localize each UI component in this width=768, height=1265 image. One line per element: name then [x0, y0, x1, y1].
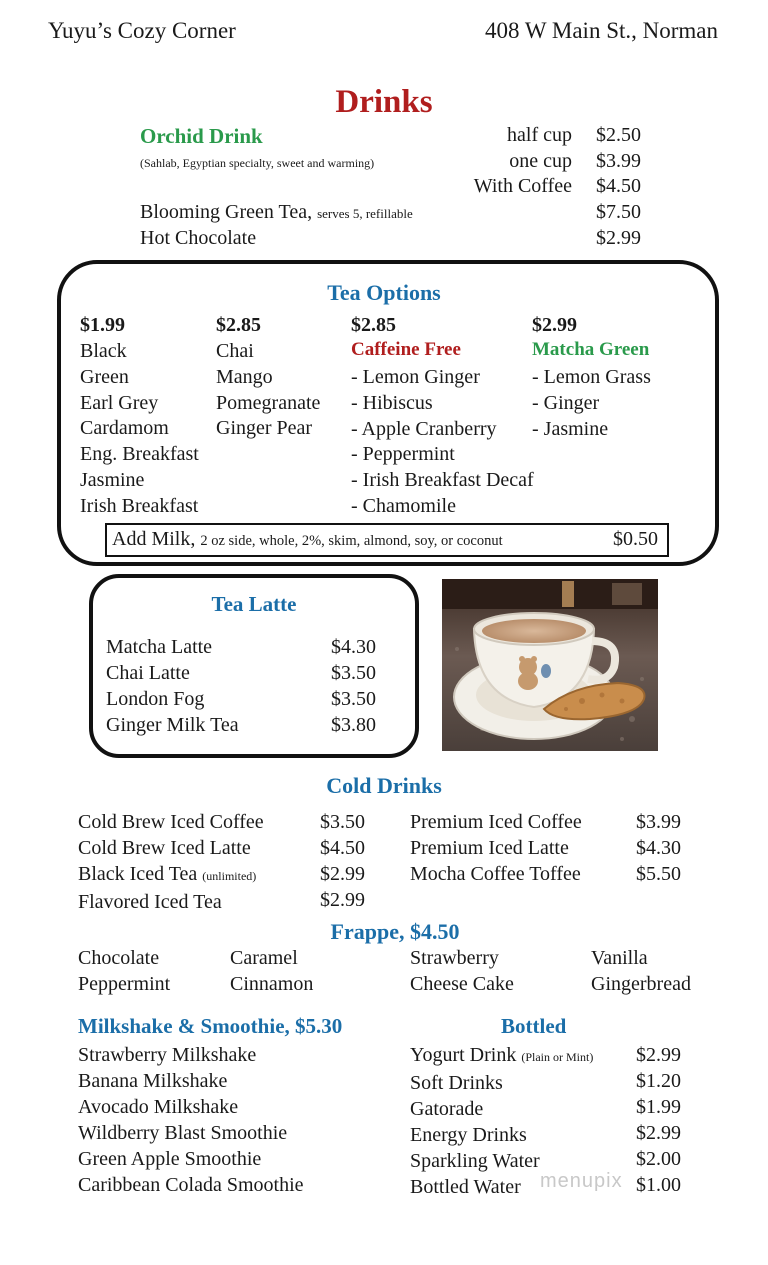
cold-drink-name: Cold Brew Iced Coffee — [78, 811, 264, 833]
cold-drinks-right-names — [410, 809, 582, 887]
blooming-tea-row — [140, 201, 413, 224]
add-milk-detail: 2 oz side, whole, 2%, skim, almond, soy, or coconut — [200, 533, 503, 549]
cold-drink-price: $2.99 — [320, 863, 365, 885]
tea-latte-title: Tea Latte — [211, 592, 297, 616]
cold-drink-name: Premium Iced Coffee — [410, 811, 582, 833]
milkshake-title: Milkshake & Smoothie, $5.30 — [78, 1014, 343, 1038]
tea-item: Chai — [216, 340, 254, 362]
tea-item: Black — [80, 340, 127, 362]
tea-latte-names — [106, 634, 239, 738]
frappe-item: Vanilla — [591, 947, 648, 969]
milkshake-item: Avocado Milkshake — [78, 1096, 239, 1118]
milkshake-list — [78, 1042, 304, 1198]
cold-drink-price: $2.99 — [320, 889, 365, 911]
tea-item: Eng. Breakfast — [80, 443, 199, 466]
watermark: menupix — [540, 1170, 623, 1192]
bottled-item-price: $2.99 — [636, 1122, 681, 1144]
bottled-item-price: $1.00 — [636, 1174, 681, 1196]
frappe-title: Frappe, $4.50 — [330, 919, 460, 944]
frappe-item: Chocolate — [78, 947, 160, 969]
frappe-item: Strawberry — [410, 947, 499, 969]
cold-drinks-title: Cold Drinks — [326, 773, 442, 798]
tea-col-list — [532, 365, 651, 442]
tea-latte-item-price: $3.50 — [331, 662, 376, 684]
caffeine-free-heading: Caffeine Free — [351, 339, 461, 360]
cold-drink-price: $5.50 — [636, 863, 681, 885]
bottled-item-name: Yogurt Drink — [410, 1044, 517, 1066]
hot-chocolate-name: Hot Chocolate — [140, 227, 257, 249]
tea-latte-item-name: Ginger Milk Tea — [106, 714, 239, 736]
milkshake-item: Wildberry Blast Smoothie — [78, 1122, 288, 1144]
orchid-size-label: one cup — [509, 150, 572, 172]
tea-latte-prices — [331, 634, 376, 738]
tea-col-list — [80, 339, 199, 520]
bottled-item-price: $1.99 — [636, 1096, 681, 1118]
tea-latte-item-price: $4.30 — [331, 636, 376, 658]
orchid-drink-name: Orchid Drink — [140, 124, 263, 148]
blooming-tea-price: $7.50 — [596, 201, 641, 223]
tea-item: Ginger Pear — [216, 417, 313, 440]
tea-item: - Jasmine — [532, 417, 609, 440]
tea-col-price: $2.85 — [351, 314, 396, 336]
tea-latte-item-price: $3.80 — [331, 714, 376, 736]
tea-item: Jasmine — [80, 468, 145, 491]
tea-item: Irish Breakfast — [80, 494, 199, 517]
tea-col-list — [351, 365, 534, 520]
frappe-item: Caramel — [230, 947, 298, 969]
tea-latte-item-name: Matcha Latte — [106, 636, 213, 658]
tea-col-list — [216, 339, 320, 442]
tea-item: - Hibiscus — [351, 391, 433, 414]
cold-drinks-left-prices — [320, 809, 365, 913]
cold-drink-name: Mocha Coffee Toffee — [410, 863, 581, 885]
tea-item: - Peppermint — [351, 443, 455, 466]
add-milk-price: $0.50 — [613, 528, 658, 550]
bottled-item-name: Sparkling Water — [410, 1150, 540, 1172]
frappe-item: Cheese Cake — [410, 973, 514, 995]
tea-item: Mango — [216, 365, 273, 388]
bottled-prices — [636, 1042, 681, 1198]
matcha-green-heading: Matcha Green — [532, 339, 650, 360]
milkshake-item: Caribbean Colada Smoothie — [78, 1174, 304, 1196]
tea-item: Pomegranate — [216, 391, 321, 414]
bottled-item-name: Bottled Water — [410, 1176, 521, 1198]
tea-latte-item-price: $3.50 — [331, 688, 376, 710]
cold-drink-name-row — [78, 861, 264, 889]
cold-drink-price: $4.50 — [320, 837, 365, 859]
tea-item: - Apple Cranberry — [351, 417, 497, 440]
orchid-drink-desc: (Sahlab, Egyptian specialty, sweet and warming) — [140, 156, 375, 170]
tea-item: - Ginger — [532, 391, 600, 414]
hot-chocolate-price: $2.99 — [596, 227, 641, 249]
restaurant-name: Yuyu’s Cozy Corner — [48, 18, 236, 43]
tea-col-price: $1.99 — [80, 314, 125, 336]
orchid-size-price: $4.50 — [596, 175, 641, 197]
milkshake-item: Green Apple Smoothie — [78, 1148, 262, 1170]
bottled-item-price: $2.00 — [636, 1148, 681, 1170]
bottled-item-name: Soft Drinks — [410, 1072, 503, 1094]
tea-latte-item-name: London Fog — [106, 688, 205, 710]
bottled-item-name: Gatorade — [410, 1098, 484, 1120]
tea-item: - Irish Breakfast Decaf — [351, 469, 534, 492]
tea-item: Cardamom — [80, 417, 169, 440]
tea-item: - Lemon Ginger — [351, 366, 480, 388]
cold-drink-name: Cold Brew Iced Latte — [78, 837, 251, 859]
cold-drink-name: Black Iced Tea — [78, 863, 198, 885]
orchid-size-price: $3.99 — [596, 150, 641, 172]
bottled-title: Bottled — [501, 1014, 567, 1038]
bottled-item-name: Energy Drinks — [410, 1124, 527, 1146]
bottled-item-note: (Plain or Mint) — [521, 1050, 594, 1064]
tea-item: Earl Grey — [80, 391, 159, 414]
cold-drink-price: $3.50 — [320, 811, 365, 833]
frappe-item: Cinnamon — [230, 973, 314, 995]
tea-col-price: $2.85 — [216, 314, 261, 336]
orchid-size-price: $2.50 — [596, 124, 641, 146]
tea-col-price: $2.99 — [532, 314, 577, 336]
orchid-size-label: half cup — [507, 124, 572, 146]
tea-cup-photo — [442, 579, 658, 751]
cold-drink-price: $4.30 — [636, 837, 681, 859]
milkshake-item: Strawberry Milkshake — [78, 1044, 257, 1066]
cold-drink-note: (unlimited) — [202, 869, 257, 883]
cold-drink-name: Flavored Iced Tea — [78, 891, 222, 913]
tea-options-title: Tea Options — [327, 280, 441, 305]
add-milk-label: Add Milk, — [112, 528, 196, 550]
tea-item: - Lemon Grass — [532, 366, 651, 388]
milkshake-item: Banana Milkshake — [78, 1070, 228, 1092]
frappe-item: Peppermint — [78, 973, 171, 995]
cold-drink-name: Premium Iced Latte — [410, 837, 569, 859]
cold-drink-price: $3.99 — [636, 811, 681, 833]
tea-item: Green — [80, 365, 129, 388]
blooming-tea-name: Blooming Green Tea, — [140, 201, 313, 223]
bottled-item-price: $2.99 — [636, 1044, 681, 1066]
tea-latte-item-name: Chai Latte — [106, 662, 190, 684]
tea-item: - Chamomile — [351, 494, 456, 517]
drinks-title: Drinks — [335, 84, 433, 120]
frappe-item: Gingerbread — [591, 973, 691, 995]
cold-drinks-right-prices — [636, 809, 681, 887]
restaurant-address: 408 W Main St., Norman — [485, 18, 718, 43]
bottled-item-row — [410, 1042, 593, 1070]
blooming-tea-note: serves 5, refillable — [317, 206, 413, 221]
cold-drinks-left-names — [78, 809, 264, 915]
bottled-item-price: $1.20 — [636, 1070, 681, 1092]
add-milk-row — [112, 528, 503, 551]
orchid-size-label: With Coffee — [473, 175, 572, 197]
